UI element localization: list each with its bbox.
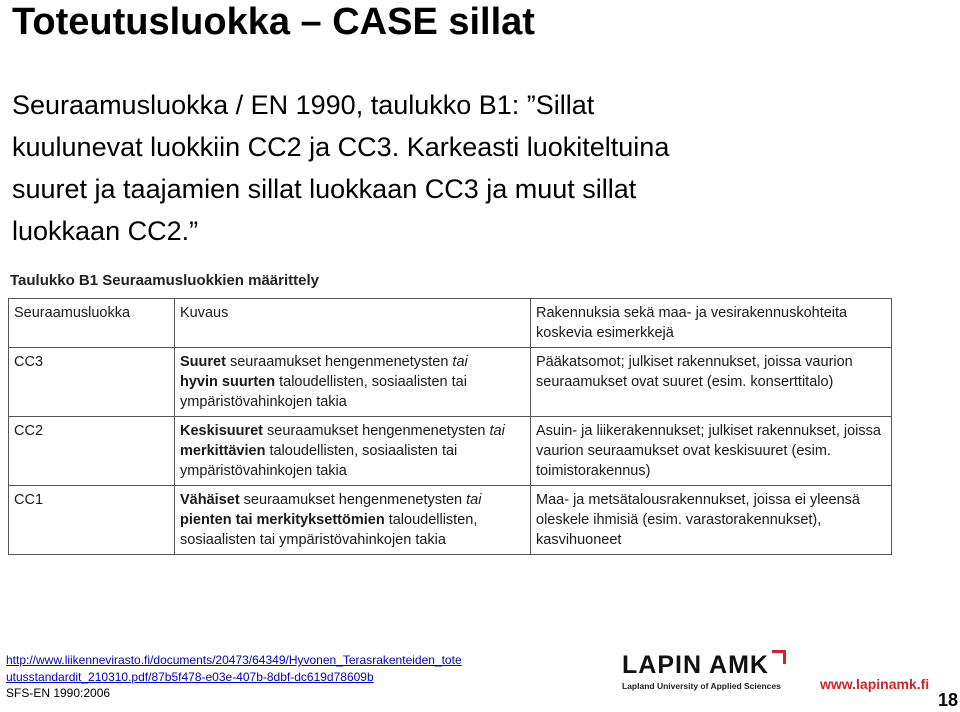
body-line: luokkaan CC2.” (12, 216, 199, 246)
cell-class: CC3 (9, 348, 175, 417)
desc-rest: taloudellisten, sosiaalisten tai ympäristövahinkojen takia (180, 512, 478, 548)
desc-italic: tai (489, 423, 505, 439)
desc-rest: taloudellisten, sosiaalisten tai ympäristövahinkojen takia (180, 374, 467, 410)
table-caption: Taulukko B1 Seuraamusluokkien määrittely (10, 272, 320, 289)
desc-italic: tai (452, 354, 468, 370)
logo-name: LAPIN AMK (622, 651, 769, 679)
desc-italic: tai (466, 492, 482, 508)
table-header-row (9, 299, 892, 348)
header-description: Kuvaus (175, 299, 531, 348)
desc-bold: Keskisuuret (180, 423, 264, 439)
table-row (9, 486, 892, 555)
body-line: suuret ja taajamien sillat luokkaan CC3 ja muut sillat (12, 174, 637, 204)
desc-mid: seuraamukset hengenmenetysten (239, 492, 467, 508)
desc-bold-2: hyvin suurten (180, 374, 276, 390)
desc-bold-2: pienten tai merkityksettömien (180, 512, 385, 528)
cell-description (175, 348, 531, 417)
cell-class: CC2 (9, 417, 175, 486)
website-link[interactable]: www.lapinamk.fi (820, 676, 930, 692)
header-class: Seuraamusluokka (9, 299, 175, 348)
source-link[interactable] (6, 652, 462, 686)
cell-example: Maa- ja metsätalousrakennukset, joissa ei yleensä oleskele ihmisiä (esim. varastorakennukset), kasvihuoneet (531, 486, 892, 555)
header-examples: Rakennuksia sekä maa- ja vesirakennuskohteita koskevia esimerkkejä (531, 299, 892, 348)
body-line: kuulunevat luokkiin CC2 ja CC3. Karkeasti luokiteltuina (12, 132, 670, 162)
slide-title: Toteutusluokka – CASE sillat (12, 1, 535, 43)
source-link-line[interactable]: utusstandardit_210310.pdf/87b5f478-e03e-407b-8dbf-dc619d78609b (6, 670, 374, 684)
table-row (9, 348, 892, 417)
desc-mid: seuraamukset hengenmenetysten (263, 423, 490, 439)
lapin-amk-logo (622, 652, 787, 694)
cell-description (175, 417, 531, 486)
cell-example: Asuin- ja liikerakennukset; julkiset rakennukset, joissa vaurion seuraamukset ovat keskisuuret (esim. toimistorakennus) (531, 417, 892, 486)
desc-rest: taloudellisten, sosiaalisten tai ympäristövahinkojen takia (180, 443, 458, 479)
standard-reference: SFS-EN 1990:2006 (6, 686, 111, 700)
desc-bold: Suuret (180, 354, 226, 370)
cell-class: CC1 (9, 486, 175, 555)
consequence-class-table (8, 298, 892, 555)
logo-corner-mark-icon (772, 650, 786, 664)
page-number: 18 (938, 690, 959, 710)
body-line: Seuraamusluokka / EN 1990, taulukko B1: ”Sillat (12, 90, 595, 120)
cell-description (175, 486, 531, 555)
table-row (9, 417, 892, 486)
source-link-line[interactable]: http://www.liikennevirasto.fi/documents/20473/64349/Hyvonen_Terasrakenteiden_tote (6, 653, 462, 667)
cell-example: Pääkatsomot; julkiset rakennukset, joissa vaurion seuraamukset ovat suuret (esim. konserttitalo) (531, 348, 892, 417)
desc-bold-2: merkittävien (180, 443, 266, 459)
desc-mid: seuraamukset hengenmenetysten (225, 354, 453, 370)
desc-bold: Vähäiset (180, 492, 240, 508)
logo-subtitle: Lapland University of Applied Sciences (622, 681, 781, 691)
slide-body (12, 84, 912, 252)
